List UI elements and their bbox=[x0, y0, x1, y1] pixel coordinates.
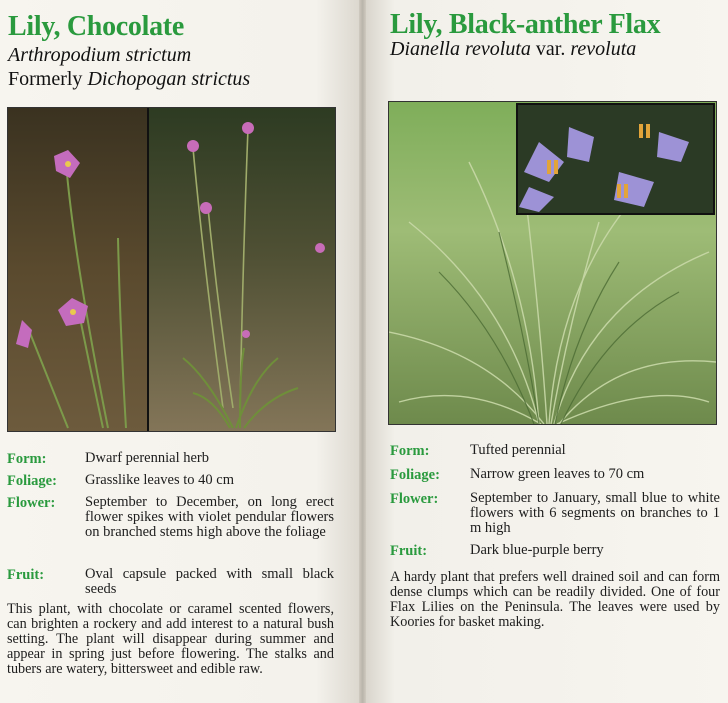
left-facts bbox=[7, 451, 334, 601]
left-page-title: Lily, Chocolate bbox=[8, 11, 184, 42]
fact-label: Foliage: bbox=[7, 473, 57, 489]
fact-row-form bbox=[7, 451, 334, 473]
fact-value: Oval capsule packed with small black seeds bbox=[85, 566, 334, 597]
fact-label: Foliage: bbox=[390, 467, 440, 483]
formerly-name: Dichopogan strictus bbox=[87, 68, 251, 90]
flax-lily-photo bbox=[388, 101, 717, 425]
fact-value: Grasslike leaves to 40 cm bbox=[85, 472, 234, 488]
right-page bbox=[366, 0, 728, 703]
fact-label: Form: bbox=[390, 443, 430, 459]
fact-value: Dwarf perennial herb bbox=[85, 450, 209, 466]
fact-row-foliage bbox=[390, 467, 720, 491]
left-page bbox=[0, 0, 359, 703]
flax-lily-illustration bbox=[389, 102, 716, 424]
right-page-title: Lily, Black-anther Flax bbox=[390, 9, 661, 40]
right-description: A hardy plant that prefers well drained soil and can form dense clumps which can be readily divided. One of four Flax Lilies on the Peninsula. The leaves were used by Koories for basket making. bbox=[390, 569, 720, 630]
var-text: var. bbox=[535, 38, 566, 60]
fact-value: September to January, small blue to white flowers with 6 segments on branches to 1 m high bbox=[470, 490, 720, 536]
chocolate-lily-photo bbox=[7, 107, 336, 432]
right-facts bbox=[390, 443, 720, 567]
fact-label: Flower: bbox=[390, 491, 439, 507]
fact-value: Dark blue-purple berry bbox=[470, 542, 604, 558]
left-former-name bbox=[8, 68, 250, 90]
book-gutter bbox=[359, 0, 366, 703]
left-scientific-name bbox=[8, 44, 191, 66]
scientific-name-text: Arthropodium strictum bbox=[8, 44, 192, 66]
fact-value: Tufted perennial bbox=[470, 442, 566, 458]
fact-row-flower bbox=[7, 495, 334, 567]
scientific-name-text: Dianella revoluta bbox=[390, 38, 531, 60]
fact-label: Form: bbox=[7, 451, 47, 467]
var-name: revoluta bbox=[570, 38, 637, 60]
fact-label: Fruit: bbox=[7, 567, 45, 583]
fact-row-fruit bbox=[390, 543, 720, 567]
fact-row-foliage bbox=[7, 473, 334, 495]
fact-value: September to December, on long erect flower spikes with violet pendular flowers on branched stems high above the foliage bbox=[85, 494, 334, 540]
left-description: This plant, with chocolate or caramel scented flowers, can brighten a rockery and add interest to a natural bush setting. The plant will disappear during summer and appear in spring just before flowering. The stalks and tubers are watery, bittersweet and edible raw. bbox=[7, 601, 334, 677]
fact-row-flower bbox=[390, 491, 720, 543]
formerly-prefix: Formerly bbox=[8, 68, 83, 90]
fact-row-form bbox=[390, 443, 720, 467]
chocolate-lily-illustration bbox=[8, 108, 335, 431]
fact-label: Flower: bbox=[7, 495, 56, 511]
fact-value: Narrow green leaves to 70 cm bbox=[470, 466, 645, 482]
fact-label: Fruit: bbox=[390, 543, 428, 559]
right-scientific-name bbox=[390, 38, 636, 60]
fact-row-fruit bbox=[7, 567, 334, 601]
